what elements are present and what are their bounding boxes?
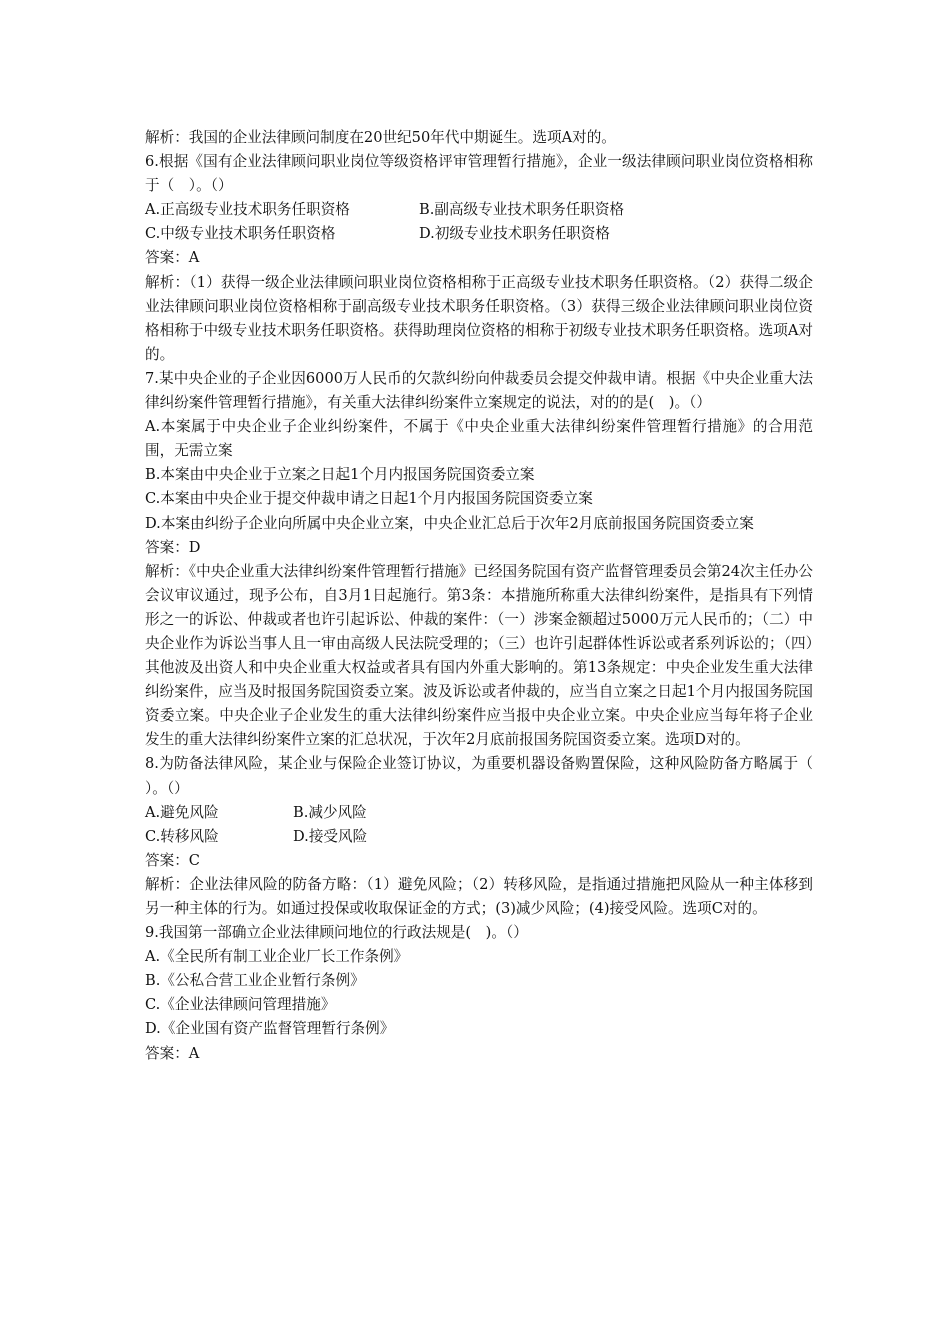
text-paragraph: 7.某中央企业的子企业因6000万人民币的欠款纠纷向仲裁委员会提交仲裁申请。根据《中央企业重大法律纠纷案件管理暂行措施》，有关重大法律纠纷案件立案规定的说法，对的的是( )。（）: [145, 369, 813, 412]
text-paragraph: 答案：C: [145, 851, 200, 869]
text-paragraph: D.《企业国有资产监督管理暂行条例》: [145, 1020, 395, 1038]
text-paragraph: 解析：《中央企业重大法律纠纷案件管理暂行措施》已经国务院国有资产监督管理委员会第24次主任办公会议审议通过，现予公布，自3月1日起施行。第3条：本措施所称重大法律纠纷案件，是指具有下列情形之一的诉讼、仲裁或者也许引起诉讼、仲裁的案件：（一）涉案金额超过5000万元人民币的；（二）中央企业作为诉讼当事人且一审由高级人民法院受理的；（三）也许引起群体性诉讼或者系列诉讼的；（四）其他波及出资人和中央企业重大权益或者具有国内外重大影响的。第13条规定：中央企业发生重大法律纠纷案件，应当及时报国务院国资委立案。波及诉讼或者仲裁的，应当自立案之日起1个月内报国务院国资委立案。中央企业子企业发生的重大法律纠纷案件应当报中央企业立案。中央企业应当每年将子企业发生的重大法律纠纷案件立案的汇总状况，于次年2月底前报国务院国资委立案。选项D对的。: [145, 562, 813, 749]
text-paragraph: 解析：企业法律风险的防备方略：（1）避免风险；（2）转移风险，是指通过措施把风险从一种主体移到另一种主体的行为。如通过投保或收取保证金的方式；(3)减少风险；(4)接受风险。选项C对的。: [145, 875, 813, 917]
option-left: C.转移风险: [145, 827, 219, 845]
text-paragraph: D.本案由纠纷子企业向所属中央企业立案，中央企业汇总后于次年2月底前报国务院国资委立案: [145, 514, 754, 532]
text-paragraph: 解析：我国的企业法律顾问制度在20世纪50年代中期诞生。选项A对的。: [145, 129, 616, 146]
text-paragraph: C.《企业法律顾问管理措施》: [145, 996, 336, 1014]
text-paragraph: A.本案属于中央企业子企业纠纷案件，不属于《中央企业重大法律纠纷案件管理暂行措施》的合用范围，无需立案: [145, 418, 813, 460]
text-paragraph: 答案：D: [145, 538, 201, 556]
option-right: D.初级专业技术职务任职资格: [419, 225, 610, 243]
option-left: A.避免风险: [145, 803, 219, 821]
document-page: [145, 126, 813, 1066]
text-paragraph: 答案：A: [145, 249, 200, 267]
text-paragraph: 6.根据《国有企业法律顾问职业岗位等级资格评审管理暂行措施》，企业一级法律顾问职业岗位资格相称于（ ）。（）: [145, 153, 813, 195]
text-paragraph: B.本案由中央企业于立案之日起1个月内报国务院国资委立案: [145, 466, 535, 484]
text-paragraph: 答案：A: [145, 1044, 200, 1062]
option-right: B.减少风险: [293, 803, 367, 821]
text-paragraph: A.《全民所有制工业企业厂长工作条例》: [145, 948, 409, 966]
option-right: D.接受风险: [293, 827, 368, 845]
option-row: [145, 198, 813, 222]
option-row: [145, 222, 813, 246]
option-left: A.正高级专业技术职务任职资格: [145, 201, 350, 219]
option-right: B.副高级专业技术职务任职资格: [419, 201, 625, 219]
text-paragraph: 8.为防备法律风险，某企业与保险企业签订协议，为重要机器设备购置保险，这种风险防备方略属于（ ）。（）: [145, 755, 813, 797]
text-paragraph: 解析：（1）获得一级企业法律顾问职业岗位资格相称于正高级专业技术职务任职资格。（2）获得二级企业法律顾问职业岗位资格相称于副高级专业技术职务任职资格。（3）获得三级企业法律顾问职业岗位资格相称于中级专业技术职务任职资格。获得助理岗位资格的相称于初级专业技术职务任职资格。选项A对的。: [145, 273, 813, 363]
option-left: C.中级专业技术职务任职资格: [145, 225, 336, 243]
text-paragraph: 9.我国第一部确立企业法律顾问地位的行政法规是( )。（）: [145, 924, 528, 942]
text-paragraph: C.本案由中央企业于提交仲裁申请之日起1个月内报国务院国资委立案: [145, 490, 593, 508]
option-row: [145, 825, 813, 849]
option-row: [145, 801, 813, 825]
text-paragraph: B.《公私合营工业企业暂行条例》: [145, 972, 365, 990]
